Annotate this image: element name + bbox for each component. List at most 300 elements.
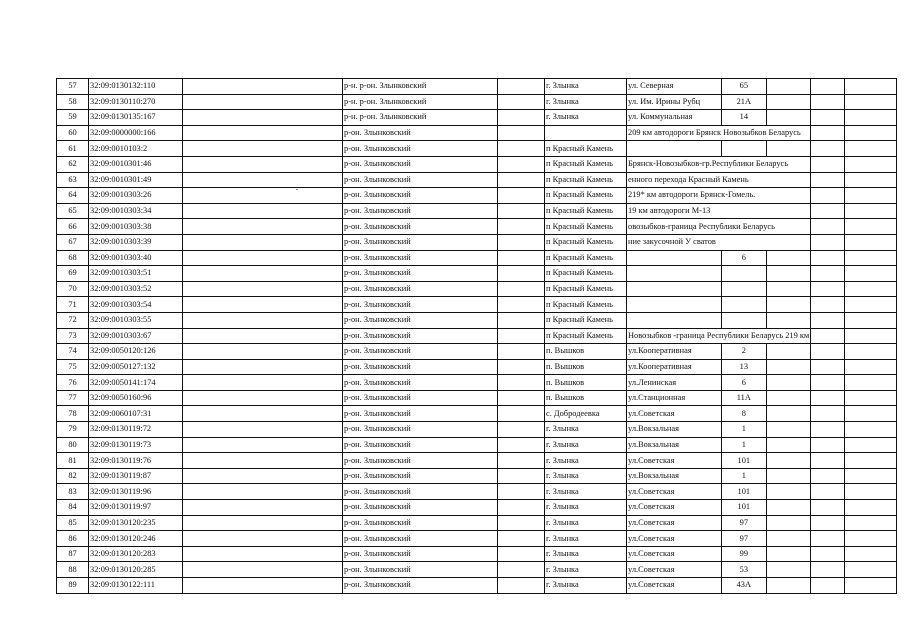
empty-cell [766, 578, 811, 594]
cadastral-number-cell: 32:09:0010303:26 [89, 188, 183, 204]
table-row [57, 375, 897, 391]
street-cell: ул.Советская [627, 484, 722, 500]
house-number-cell: 43А [722, 578, 767, 594]
street-cell: ул.Советская [627, 500, 722, 516]
table-row [57, 94, 897, 110]
house-number-cell [722, 281, 767, 297]
empty-cell [498, 437, 545, 453]
empty-cell [498, 94, 545, 110]
empty-cell [766, 94, 811, 110]
cadastral-number-cell: 32:09:0130120:235 [89, 515, 183, 531]
empty-cell [183, 156, 343, 172]
empty-cell [766, 515, 811, 531]
cadastral-number-cell: 32:09:0050120:126 [89, 344, 183, 360]
empty-cell [766, 359, 811, 375]
locality-cell: г. Злынка [545, 79, 627, 95]
empty-cell [811, 437, 845, 453]
locality-cell: п Красный Камень [545, 219, 627, 235]
district-cell: р-он. Злынковский [343, 219, 498, 235]
empty-cell [183, 297, 343, 313]
cadastral-number-cell: 32:09:0130119:87 [89, 468, 183, 484]
district-cell: р-он. Злынковский [343, 515, 498, 531]
house-number-cell: 101 [722, 484, 767, 500]
row-number-cell: 82 [57, 468, 89, 484]
empty-cell [845, 484, 897, 500]
street-cell: ул.Вокзальная [627, 422, 722, 438]
house-number-cell: 1 [722, 422, 767, 438]
empty-cell [498, 172, 545, 188]
table-row [57, 578, 897, 594]
empty-cell [183, 312, 343, 328]
row-number-cell: 70 [57, 281, 89, 297]
house-number-cell [722, 297, 767, 313]
empty-cell [766, 390, 811, 406]
empty-cell [766, 344, 811, 360]
locality-cell: г. Злынка [545, 94, 627, 110]
cadastral-number-cell: 32:09:0010303:40 [89, 250, 183, 266]
cadastral-number-cell: 32:09:0130110:270 [89, 94, 183, 110]
address-description-cell: 219* км автодороги Брянск-Гомель. [627, 188, 811, 204]
row-number-cell: 80 [57, 437, 89, 453]
empty-cell [183, 515, 343, 531]
address-description-cell: 209 км автодороги Брянск Новозыбков Беларусь [627, 125, 811, 141]
locality-cell: г. Злынка [545, 422, 627, 438]
locality-cell: п Красный Камень [545, 172, 627, 188]
locality-cell: г. Злынка [545, 484, 627, 500]
empty-cell [845, 172, 897, 188]
table-row [57, 125, 897, 141]
district-cell: р-он. Злынковский [343, 546, 498, 562]
cadastral-number-cell: 32:09:0010303:38 [89, 219, 183, 235]
empty-cell [766, 531, 811, 547]
district-cell: р-он. Злынковский [343, 390, 498, 406]
empty-cell [811, 359, 845, 375]
empty-cell [811, 562, 845, 578]
row-number-cell: 71 [57, 297, 89, 313]
district-cell: р-он. Злынковский [343, 203, 498, 219]
empty-cell [183, 125, 343, 141]
empty-cell [845, 531, 897, 547]
address-description-cell: Брянск-Новозыбков-гр.Республики Беларусь [627, 156, 811, 172]
table-row [57, 297, 897, 313]
cadastral-number-cell: 32:09:0130119:73 [89, 437, 183, 453]
empty-cell [498, 359, 545, 375]
row-number-cell: 89 [57, 578, 89, 594]
locality-cell: г. Злынка [545, 562, 627, 578]
empty-cell [811, 110, 845, 126]
row-number-cell: 86 [57, 531, 89, 547]
empty-cell [811, 375, 845, 391]
district-cell: р-он. Злынковский [343, 562, 498, 578]
table-row [57, 281, 897, 297]
locality-cell: п. Вышков [545, 359, 627, 375]
empty-cell [498, 281, 545, 297]
district-cell: р-он. Злынковский [343, 328, 498, 344]
table-row [57, 422, 897, 438]
house-number-cell [722, 141, 767, 157]
row-number-cell: 84 [57, 500, 89, 516]
cadastral-number-cell: 32:09:0010301:49 [89, 172, 183, 188]
empty-cell [845, 281, 897, 297]
table-row [57, 156, 897, 172]
empty-cell [845, 297, 897, 313]
cadastral-number-cell: 32:09:0130120:285 [89, 562, 183, 578]
register-sheet [56, 78, 897, 594]
empty-cell [183, 422, 343, 438]
district-cell: р-он. Злынковский [343, 375, 498, 391]
empty-cell [811, 281, 845, 297]
empty-cell [183, 172, 343, 188]
row-number-cell: 72 [57, 312, 89, 328]
empty-cell [845, 546, 897, 562]
house-number-cell: 101 [722, 453, 767, 469]
row-number-cell: 59 [57, 110, 89, 126]
empty-cell [845, 188, 897, 204]
cadastral-number-cell: 32:09:0010303:54 [89, 297, 183, 313]
street-cell: ул.Советская [627, 453, 722, 469]
empty-cell [183, 79, 343, 95]
empty-cell [183, 141, 343, 157]
locality-cell: п Красный Камень [545, 156, 627, 172]
empty-cell [811, 156, 845, 172]
empty-cell [811, 344, 845, 360]
empty-cell [498, 219, 545, 235]
empty-cell [766, 297, 811, 313]
cadastral-number-cell: 32:09:0060107:31 [89, 406, 183, 422]
locality-cell: п Красный Камень [545, 203, 627, 219]
cadastral-number-cell: 32:09:0050160:96 [89, 390, 183, 406]
cadastral-number-cell: 32:09:0050127:132 [89, 359, 183, 375]
empty-cell [183, 359, 343, 375]
table-row [57, 531, 897, 547]
empty-cell [183, 578, 343, 594]
table-row [57, 390, 897, 406]
address-description-cell: ние закусочной У сватов [627, 234, 811, 250]
house-number-cell [722, 312, 767, 328]
empty-cell [183, 562, 343, 578]
district-cell: р-н. р-он. Злынковский [343, 94, 498, 110]
empty-cell [183, 375, 343, 391]
empty-cell [811, 172, 845, 188]
empty-cell [811, 546, 845, 562]
empty-cell [766, 453, 811, 469]
district-cell: р-он. Злынковский [343, 484, 498, 500]
house-number-cell: 53 [722, 562, 767, 578]
district-cell: р-он. Злынковский [343, 468, 498, 484]
locality-cell: г. Злынка [545, 110, 627, 126]
empty-cell [766, 546, 811, 562]
table-body [57, 79, 897, 594]
empty-cell [811, 266, 845, 282]
row-number-cell: 60 [57, 125, 89, 141]
locality-cell: г. Злынка [545, 468, 627, 484]
empty-cell [766, 422, 811, 438]
empty-cell [766, 250, 811, 266]
empty-cell [766, 312, 811, 328]
locality-cell: п Красный Камень [545, 141, 627, 157]
locality-cell: с. Добродеевка [545, 406, 627, 422]
empty-cell [811, 312, 845, 328]
empty-cell [811, 390, 845, 406]
empty-cell [183, 250, 343, 266]
empty-cell [811, 468, 845, 484]
empty-cell [766, 437, 811, 453]
house-number-cell: 1 [722, 468, 767, 484]
cadastral-number-cell: 32:09:0130119:96 [89, 484, 183, 500]
empty-cell [766, 266, 811, 282]
locality-cell: п Красный Камень [545, 281, 627, 297]
house-number-cell: 97 [722, 515, 767, 531]
scan-speck [296, 189, 298, 190]
table-row [57, 328, 897, 344]
empty-cell [811, 500, 845, 516]
house-number-cell: 1 [722, 437, 767, 453]
street-cell [627, 312, 722, 328]
district-cell: р-он. Злынковский [343, 578, 498, 594]
locality-cell: г. Злынка [545, 546, 627, 562]
district-cell: р-он. Злынковский [343, 281, 498, 297]
address-description-cell: енного перехода Красный Камень [627, 172, 811, 188]
empty-cell [811, 203, 845, 219]
empty-cell [845, 359, 897, 375]
street-cell: ул.Советская [627, 546, 722, 562]
empty-cell [811, 422, 845, 438]
table-row [57, 500, 897, 516]
table-row [57, 484, 897, 500]
table-row [57, 203, 897, 219]
district-cell: р-он. Злынковский [343, 172, 498, 188]
address-description-cell: Новозыбков -граница Республики Беларусь 219 км [627, 328, 811, 344]
empty-cell [845, 203, 897, 219]
empty-cell [498, 562, 545, 578]
locality-cell: г. Злынка [545, 531, 627, 547]
cadastral-number-cell: 32:09:0010303:67 [89, 328, 183, 344]
table-row [57, 546, 897, 562]
empty-cell [183, 328, 343, 344]
row-number-cell: 61 [57, 141, 89, 157]
empty-cell [498, 156, 545, 172]
table-row [57, 234, 897, 250]
district-cell: р-он. Злынковский [343, 156, 498, 172]
empty-cell [183, 219, 343, 235]
cadastral-number-cell: 32:09:0010303:55 [89, 312, 183, 328]
district-cell: р-н. р-он. Злынковский [343, 79, 498, 95]
empty-cell [766, 562, 811, 578]
row-number-cell: 64 [57, 188, 89, 204]
empty-cell [811, 484, 845, 500]
locality-cell: п Красный Камень [545, 297, 627, 313]
street-cell: ул. Северная [627, 79, 722, 95]
empty-cell [183, 484, 343, 500]
empty-cell [845, 79, 897, 95]
district-cell: р-он. Злынковский [343, 531, 498, 547]
empty-cell [845, 234, 897, 250]
cadastral-number-cell: 32:09:0010303:34 [89, 203, 183, 219]
district-cell: р-он. Злынковский [343, 125, 498, 141]
row-number-cell: 62 [57, 156, 89, 172]
row-number-cell: 58 [57, 94, 89, 110]
empty-cell [183, 531, 343, 547]
address-description-cell: овозыбков-граница Республики Беларусь [627, 219, 811, 235]
empty-cell [183, 468, 343, 484]
table-row [57, 79, 897, 95]
street-cell: ул.Вокзальная [627, 468, 722, 484]
cadastral-number-cell: 32:09:0010303:52 [89, 281, 183, 297]
empty-cell [183, 500, 343, 516]
empty-cell [766, 281, 811, 297]
empty-cell [183, 546, 343, 562]
cadastral-number-cell: 32:09:0130132:110 [89, 79, 183, 95]
street-cell: ул.Кооперативная [627, 344, 722, 360]
empty-cell [811, 328, 845, 344]
locality-cell: г. Злынка [545, 437, 627, 453]
empty-cell [766, 500, 811, 516]
row-number-cell: 67 [57, 234, 89, 250]
row-number-cell: 87 [57, 546, 89, 562]
cadastral-number-cell: 32:09:0010303:39 [89, 234, 183, 250]
table-row [57, 141, 897, 157]
street-cell [627, 141, 722, 157]
cadastral-number-cell: 32:09:0010103:2 [89, 141, 183, 157]
empty-cell [845, 578, 897, 594]
empty-cell [845, 468, 897, 484]
row-number-cell: 75 [57, 359, 89, 375]
street-cell: ул.Станционная [627, 390, 722, 406]
empty-cell [183, 344, 343, 360]
empty-cell [845, 562, 897, 578]
district-cell: р-он. Злынковский [343, 250, 498, 266]
district-cell: р-он. Злынковский [343, 500, 498, 516]
table-row [57, 110, 897, 126]
locality-cell: г. Злынка [545, 500, 627, 516]
house-number-cell: 11А [722, 390, 767, 406]
district-cell: р-он. Злынковский [343, 437, 498, 453]
row-number-cell: 63 [57, 172, 89, 188]
table-row [57, 562, 897, 578]
empty-cell [183, 281, 343, 297]
empty-cell [498, 578, 545, 594]
empty-cell [766, 406, 811, 422]
house-number-cell [722, 266, 767, 282]
empty-cell [845, 110, 897, 126]
empty-cell [811, 141, 845, 157]
street-cell: ул. Им. Ирины Рубц [627, 94, 722, 110]
empty-cell [498, 422, 545, 438]
street-cell: ул.Советская [627, 515, 722, 531]
street-cell: ул. Коммунальная [627, 110, 722, 126]
locality-cell: г. Злынка [545, 578, 627, 594]
cadastral-number-cell: 32:09:0130120:246 [89, 531, 183, 547]
empty-cell [811, 578, 845, 594]
empty-cell [498, 500, 545, 516]
empty-cell [845, 328, 897, 344]
empty-cell [183, 94, 343, 110]
empty-cell [766, 79, 811, 95]
empty-cell [183, 110, 343, 126]
house-number-cell: 21А [722, 94, 767, 110]
cadastral-number-cell: 32:09:0130119:97 [89, 500, 183, 516]
street-cell: ул.Советская [627, 531, 722, 547]
address-description-cell: 19 км автодороги М-13 [627, 203, 811, 219]
row-number-cell: 73 [57, 328, 89, 344]
locality-cell: г. Злынка [545, 515, 627, 531]
empty-cell [498, 312, 545, 328]
empty-cell [498, 188, 545, 204]
empty-cell [811, 406, 845, 422]
locality-cell [545, 125, 627, 141]
empty-cell [845, 344, 897, 360]
locality-cell: г. Злынка [545, 453, 627, 469]
empty-cell [811, 125, 845, 141]
empty-cell [845, 422, 897, 438]
empty-cell [811, 453, 845, 469]
street-cell [627, 297, 722, 313]
house-number-cell: 97 [722, 531, 767, 547]
empty-cell [498, 546, 545, 562]
house-number-cell: 13 [722, 359, 767, 375]
empty-cell [845, 453, 897, 469]
house-number-cell: 6 [722, 375, 767, 391]
row-number-cell: 66 [57, 219, 89, 235]
row-number-cell: 81 [57, 453, 89, 469]
cadastral-number-cell: 32:09:0130120:283 [89, 546, 183, 562]
row-number-cell: 77 [57, 390, 89, 406]
empty-cell [811, 188, 845, 204]
empty-cell [183, 453, 343, 469]
table-row [57, 515, 897, 531]
empty-cell [845, 156, 897, 172]
street-cell: ул.Вокзальная [627, 437, 722, 453]
table-row [57, 188, 897, 204]
empty-cell [498, 531, 545, 547]
empty-cell [498, 484, 545, 500]
empty-cell [183, 266, 343, 282]
table-row [57, 266, 897, 282]
empty-cell [498, 297, 545, 313]
locality-cell: п Красный Камень [545, 188, 627, 204]
house-number-cell: 99 [722, 546, 767, 562]
empty-cell [183, 234, 343, 250]
empty-cell [183, 437, 343, 453]
empty-cell [498, 406, 545, 422]
empty-cell [498, 515, 545, 531]
empty-cell [845, 375, 897, 391]
street-cell: ул.Советская [627, 406, 722, 422]
cadastral-number-cell: 32:09:0050141:174 [89, 375, 183, 391]
empty-cell [845, 437, 897, 453]
empty-cell [498, 234, 545, 250]
district-cell: р-он. Злынковский [343, 297, 498, 313]
cadastral-number-cell: 32:09:0130135:167 [89, 110, 183, 126]
empty-cell [183, 406, 343, 422]
district-cell: р-он. Злынковский [343, 312, 498, 328]
empty-cell [811, 515, 845, 531]
empty-cell [498, 328, 545, 344]
table-row [57, 453, 897, 469]
row-number-cell: 85 [57, 515, 89, 531]
empty-cell [845, 250, 897, 266]
empty-cell [811, 219, 845, 235]
empty-cell [498, 250, 545, 266]
cadastral-number-cell: 32:09:0130122:111 [89, 578, 183, 594]
empty-cell [811, 531, 845, 547]
row-number-cell: 76 [57, 375, 89, 391]
locality-cell: п Красный Камень [545, 328, 627, 344]
empty-cell [766, 484, 811, 500]
empty-cell [498, 266, 545, 282]
table-row [57, 359, 897, 375]
street-cell: ул.Кооперативная [627, 359, 722, 375]
